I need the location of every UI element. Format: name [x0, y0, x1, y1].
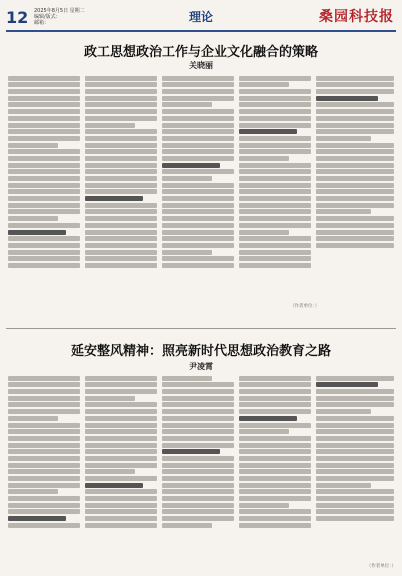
body-text-line: [239, 483, 311, 488]
body-text-line: [162, 429, 234, 434]
body-text-line: [239, 223, 311, 228]
body-text-line: [162, 263, 234, 268]
body-text-line: [162, 256, 234, 261]
body-text-line: [239, 496, 311, 501]
body-text-line: [8, 243, 80, 248]
body-text-line: [85, 443, 157, 448]
body-text-line: [162, 82, 234, 87]
body-text-line: [239, 416, 297, 421]
body-text-line: [316, 176, 394, 181]
article2-column-1: [8, 374, 80, 570]
body-text-line: [239, 463, 311, 468]
body-text-line: [8, 489, 58, 494]
body-text-line: [8, 216, 58, 221]
body-text-line: [85, 396, 135, 401]
body-text-line: [239, 402, 311, 407]
body-text-line: [8, 189, 80, 194]
body-text-line: [85, 456, 157, 461]
body-text-line: [239, 243, 311, 248]
body-text-line: [239, 429, 289, 434]
body-text-line: [85, 523, 157, 528]
body-text-line: [316, 76, 394, 81]
body-text-line: [162, 189, 234, 194]
body-text-line: [8, 382, 80, 387]
masthead-logo: 桑园科技报: [319, 9, 394, 25]
body-text-line: [239, 476, 311, 481]
body-text-line: [316, 449, 394, 454]
body-text-line: [8, 523, 80, 528]
body-text-line: [85, 449, 157, 454]
article1-footnote: （作者单位：）: [290, 304, 320, 309]
body-text-line: [85, 476, 157, 481]
body-text-line: [162, 203, 234, 208]
body-text-line: [316, 236, 394, 241]
body-text-line: [316, 183, 394, 188]
body-text-line: [162, 123, 234, 128]
body-text-line: [162, 143, 234, 148]
body-text-line: [239, 82, 289, 87]
body-text-line: [8, 102, 80, 107]
body-text-line: [8, 223, 80, 228]
body-text-line: [239, 163, 311, 168]
page-number: 12: [6, 8, 29, 27]
body-text-line: [316, 423, 394, 428]
body-text-line: [316, 516, 394, 521]
article1-column-1: [8, 74, 80, 324]
body-text-line: [85, 382, 157, 387]
body-text-line: [85, 230, 157, 235]
body-text-line: [239, 102, 311, 107]
body-text-line: [316, 503, 394, 508]
date-line: 2025年8月5日 星期二: [34, 8, 85, 14]
body-text-line: [316, 429, 394, 434]
body-text-line: [316, 123, 394, 128]
body-text-line: [8, 456, 80, 461]
body-text-line: [316, 243, 394, 248]
body-text-line: [316, 143, 394, 148]
body-text-line: [85, 509, 157, 514]
body-text-line: [162, 216, 234, 221]
body-text-line: [85, 169, 157, 174]
article-separator: [6, 328, 396, 329]
body-text-line: [162, 469, 234, 474]
body-text-line: [239, 136, 311, 141]
body-text-line: [316, 189, 394, 194]
body-text-line: [239, 256, 311, 261]
body-text-line: [8, 236, 80, 241]
body-text-line: [162, 209, 234, 214]
body-text-line: [316, 456, 394, 461]
body-text-line: [85, 243, 157, 248]
body-text-line: [239, 230, 289, 235]
article2-column-5: [316, 374, 394, 560]
body-text-line: [8, 416, 58, 421]
body-text-line: [316, 436, 394, 441]
header-meta: [34, 8, 85, 26]
body-text-line: [85, 236, 157, 241]
article2-title: 延安整风精神：照亮新时代思想政治教育之路: [70, 344, 331, 359]
body-text-line: [162, 196, 234, 201]
body-text-line: [85, 409, 157, 414]
body-text-line: [162, 96, 234, 101]
body-text-line: [85, 496, 157, 501]
body-text-line: [239, 203, 311, 208]
body-text-line: [239, 489, 311, 494]
article1-column-4: [239, 74, 311, 324]
body-text-line: [85, 263, 157, 268]
body-text-line: [162, 389, 234, 394]
body-text-line: [239, 436, 311, 441]
body-text-line: [316, 416, 394, 421]
body-text-line: [85, 216, 157, 221]
body-text-line: [162, 102, 212, 107]
body-text-line: [316, 469, 394, 474]
article1-title: 政工思想政治工作与企业文化融合的策略: [83, 45, 318, 60]
body-text-line: [316, 443, 394, 448]
article2-author: 尹凌霄: [189, 361, 213, 371]
body-text-line: [8, 476, 80, 481]
email-line: 邮箱：: [34, 20, 50, 26]
body-text-line: [85, 209, 157, 214]
body-text-line: [162, 396, 234, 401]
body-text-line: [239, 116, 311, 121]
body-text-line: [162, 230, 234, 235]
article1-column-5: [316, 74, 394, 300]
body-text-line: [8, 129, 80, 134]
body-text-line: [162, 483, 234, 488]
body-text-line: [316, 116, 394, 121]
article2-column-4: [239, 374, 311, 570]
body-text-line: [239, 129, 297, 134]
body-text-line: [239, 216, 311, 221]
body-text-line: [8, 230, 66, 235]
article1-column-2: [85, 74, 157, 324]
body-text-line: [8, 203, 80, 208]
body-text-line: [316, 376, 394, 381]
body-text-line: [239, 469, 311, 474]
body-text-line: [162, 250, 212, 255]
body-text-line: [8, 509, 80, 514]
body-text-line: [162, 456, 234, 461]
body-text-line: [85, 102, 157, 107]
body-text-line: [85, 163, 157, 168]
body-text-line: [239, 516, 311, 521]
body-text-line: [85, 402, 157, 407]
body-text-line: [162, 523, 212, 528]
body-text-line: [8, 516, 66, 521]
body-text-line: [239, 423, 311, 428]
body-text-line: [162, 136, 234, 141]
body-text-line: [85, 516, 157, 521]
body-text-line: [316, 196, 394, 201]
body-text-line: [239, 509, 311, 514]
body-text-line: [239, 456, 311, 461]
body-text-line: [239, 250, 311, 255]
body-text-line: [85, 223, 157, 228]
body-text-line: [316, 82, 394, 87]
body-text-line: [316, 96, 378, 101]
body-text-line: [85, 176, 157, 181]
body-text-line: [162, 423, 234, 428]
body-text-line: [8, 409, 80, 414]
body-text-line: [162, 236, 234, 241]
body-text-line: [162, 409, 234, 414]
body-text-line: [85, 483, 143, 488]
body-text-line: [239, 449, 311, 454]
body-text-line: [85, 156, 157, 161]
body-text-line: [8, 250, 80, 255]
body-text-line: [239, 409, 311, 414]
body-text-line: [8, 469, 80, 474]
body-text-line: [162, 116, 234, 121]
body-text-line: [8, 109, 80, 114]
body-text-line: [85, 136, 157, 141]
body-text-line: [8, 96, 80, 101]
body-text-line: [162, 476, 234, 481]
body-text-line: [239, 523, 311, 528]
body-text-line: [239, 263, 311, 268]
body-text-line: [162, 149, 234, 154]
body-text-line: [162, 436, 234, 441]
body-text-line: [239, 96, 311, 101]
body-text-line: [162, 416, 234, 421]
body-text-line: [316, 216, 394, 221]
body-text-line: [85, 423, 157, 428]
body-text-line: [85, 503, 157, 508]
body-text-line: [316, 223, 394, 228]
body-text-line: [8, 196, 80, 201]
body-text-line: [8, 149, 80, 154]
body-text-line: [8, 183, 80, 188]
body-text-line: [316, 163, 394, 168]
body-text-line: [239, 149, 311, 154]
body-text-line: [316, 496, 394, 501]
body-text-line: [162, 489, 234, 494]
body-text-line: [316, 402, 394, 407]
body-text-line: [316, 389, 394, 394]
body-text-line: [85, 143, 157, 148]
article2-author-unit: （作者单位：）: [366, 564, 396, 569]
body-text-line: [85, 203, 157, 208]
body-text-line: [85, 463, 157, 468]
body-text-line: [85, 429, 157, 434]
body-text-line: [8, 496, 80, 501]
body-text-line: [8, 483, 80, 488]
body-text-line: [239, 143, 311, 148]
body-text-line: [85, 250, 157, 255]
body-text-line: [162, 169, 234, 174]
body-text-line: [239, 396, 311, 401]
body-text-line: [239, 503, 289, 508]
body-text-line: [162, 156, 234, 161]
body-text-line: [85, 469, 135, 474]
body-text-line: [162, 129, 234, 134]
page-header: [6, 6, 396, 32]
body-text-line: [8, 443, 80, 448]
body-text-line: [162, 109, 234, 114]
body-text-line: [8, 169, 80, 174]
body-text-line: [316, 136, 371, 141]
body-text-line: [162, 176, 212, 181]
body-text-line: [85, 416, 157, 421]
body-text-line: [8, 463, 80, 468]
body-text-line: [8, 143, 58, 148]
body-text-line: [85, 256, 157, 261]
body-text-line: [316, 476, 394, 481]
body-text-line: [162, 89, 234, 94]
body-text-line: [239, 376, 311, 381]
body-text-line: [316, 409, 371, 414]
body-text-line: [8, 123, 80, 128]
body-text-line: [162, 382, 234, 387]
body-text-line: [8, 423, 80, 428]
body-text-line: [8, 163, 80, 168]
body-text-line: [239, 382, 311, 387]
body-text-line: [162, 183, 234, 188]
body-text-line: [8, 176, 80, 181]
body-text-line: [239, 196, 311, 201]
body-text-line: [85, 82, 157, 87]
body-text-line: [316, 89, 394, 94]
body-text-line: [8, 263, 80, 268]
section-title: 理论: [189, 10, 214, 24]
body-text-line: [239, 169, 311, 174]
body-text-line: [162, 449, 220, 454]
body-text-line: [316, 149, 394, 154]
article1-author: 关晓丽: [189, 60, 213, 70]
body-text-line: [316, 382, 378, 387]
body-text-line: [85, 96, 157, 101]
body-text-line: [239, 89, 311, 94]
body-text-line: [162, 163, 220, 168]
body-text-line: [85, 196, 143, 201]
body-text-line: [85, 149, 157, 154]
body-text-line: [162, 496, 234, 501]
article1-column-3: [162, 74, 234, 324]
body-text-line: [162, 76, 234, 81]
body-text-line: [239, 183, 311, 188]
body-text-line: [8, 503, 80, 508]
body-text-line: [8, 256, 80, 261]
body-text-line: [85, 109, 157, 114]
body-text-line: [239, 189, 311, 194]
body-text-line: [239, 156, 289, 161]
body-text-line: [8, 436, 80, 441]
body-text-line: [8, 429, 80, 434]
body-text-line: [316, 489, 394, 494]
body-text-line: [162, 223, 234, 228]
body-text-line: [85, 389, 157, 394]
body-text-line: [85, 123, 135, 128]
body-text-line: [8, 209, 80, 214]
body-text-line: [316, 463, 394, 468]
body-text-line: [239, 209, 311, 214]
body-text-line: [8, 376, 80, 381]
body-text-line: [239, 76, 311, 81]
body-text-line: [8, 116, 80, 121]
body-text-line: [162, 503, 234, 508]
body-text-line: [85, 489, 157, 494]
body-text-line: [239, 236, 311, 241]
body-text-line: [8, 396, 80, 401]
body-text-line: [8, 136, 80, 141]
body-text-line: [85, 436, 157, 441]
body-text-line: [239, 443, 311, 448]
body-text-line: [8, 449, 80, 454]
body-text-line: [316, 109, 394, 114]
body-text-line: [316, 509, 394, 514]
body-text-line: [8, 89, 80, 94]
body-text-line: [239, 123, 311, 128]
article2-column-2: [85, 374, 157, 570]
body-text-line: [162, 516, 234, 521]
body-text-line: [316, 129, 394, 134]
body-text-line: [162, 463, 234, 468]
body-text-line: [162, 376, 212, 381]
body-text-line: [85, 116, 157, 121]
body-text-line: [85, 76, 157, 81]
article2-column-3: [162, 374, 234, 570]
body-text-line: [8, 402, 80, 407]
body-text-line: [316, 230, 394, 235]
body-text-line: [85, 89, 157, 94]
body-text-line: [239, 176, 311, 181]
body-text-line: [162, 402, 234, 407]
body-text-line: [85, 129, 157, 134]
editor-line: 编辑/版式：: [34, 14, 61, 20]
body-text-line: [316, 209, 371, 214]
body-text-line: [8, 82, 80, 87]
body-text-line: [8, 156, 80, 161]
body-text-line: [316, 483, 371, 488]
body-text-line: [85, 189, 157, 194]
body-text-line: [239, 109, 311, 114]
body-text-line: [162, 509, 234, 514]
body-text-line: [239, 389, 311, 394]
body-text-line: [316, 396, 394, 401]
body-text-line: [162, 443, 234, 448]
body-text-line: [316, 203, 394, 208]
body-text-line: [8, 389, 80, 394]
body-text-line: [316, 102, 394, 107]
body-text-line: [316, 169, 394, 174]
body-text-line: [316, 156, 394, 161]
body-text-line: [8, 76, 80, 81]
body-text-line: [85, 183, 157, 188]
body-text-line: [85, 376, 157, 381]
body-text-line: [162, 243, 234, 248]
